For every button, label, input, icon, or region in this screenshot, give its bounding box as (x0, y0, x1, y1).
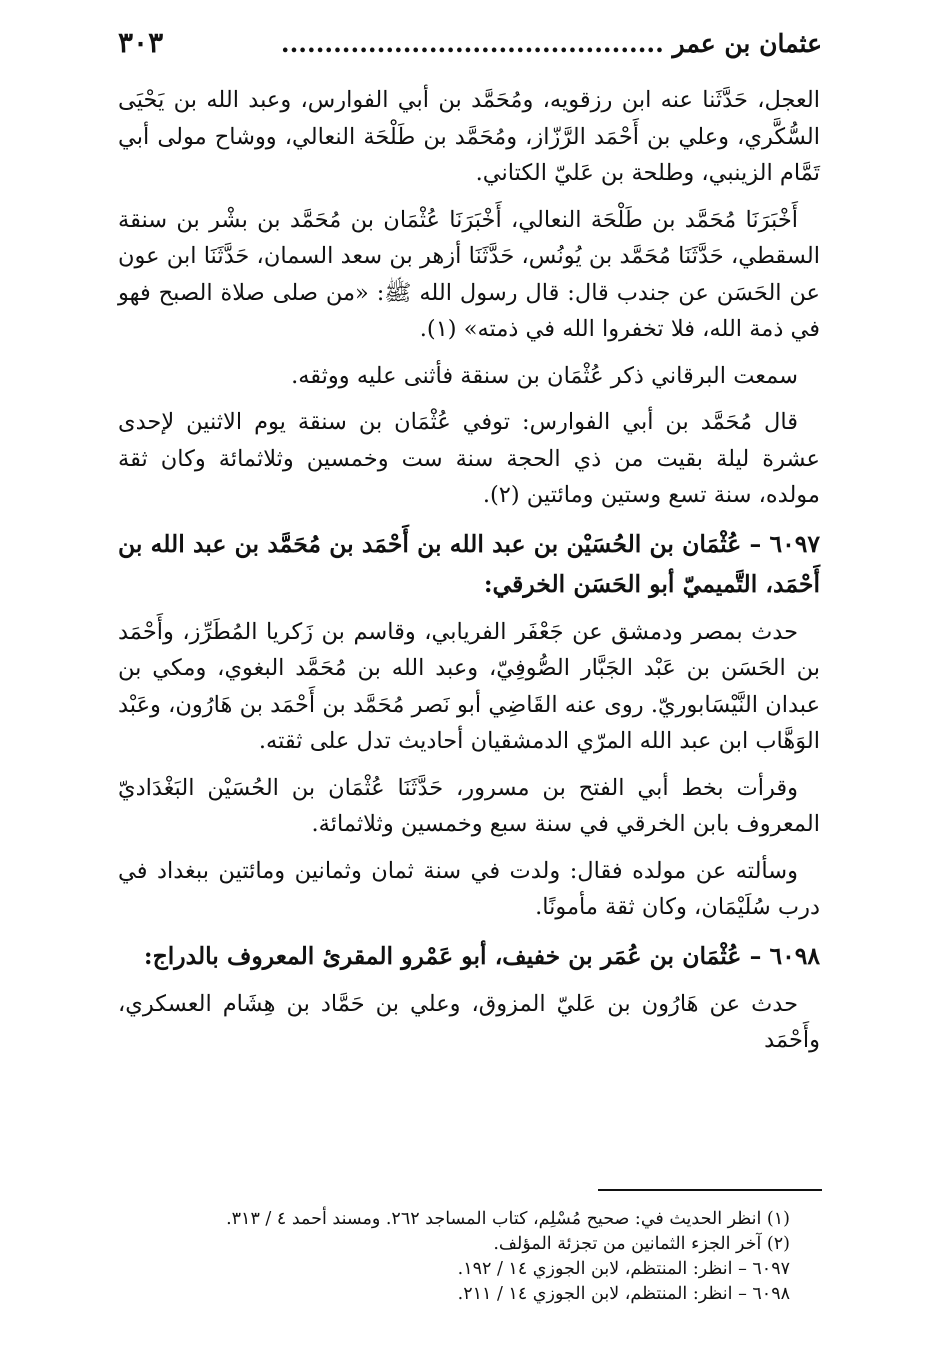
footnote-2: (٢) آخر الجزء الثمانين من تجزئة المؤلف. (493, 1234, 790, 1254)
footnotes (150, 1207, 790, 1307)
paragraph-narrated: حدث بمصر ودمشق عن جَعْفَر الفريابي، وقاسم بن زَكريا المُطَرِّز، وأَحْمَد بن الحَسَن بن عَبْد الجَبَّار الصُّوفِيّ، وعبد الله بن مُحَمَّد البغوي، ومكي بن عبدان النَّيْسَابوريّ. روى عنه القَاضِي أبو نَصر مُحَمَّد بن أَحْمَد بن هَارُون، وعَبْد الوَهَّاب ابن عبد الله المرّي الدمشقيان أحاديث تدل على ثقته. (118, 618, 820, 754)
entry-heading-6098: ٦٠٩٨ – عُثْمَان بن عُمَر بن خفيف، أبو عَمْرو المقرئ المعروف بالدراج: (143, 941, 820, 970)
main-text (118, 82, 820, 1069)
page-number: ٣٠٣ (118, 26, 164, 59)
footnote-6097: ٦٠٩٧ – انظر: المنتظم، لابن الجوزي ١٤ / ١٩٢. (457, 1259, 790, 1279)
running-header (118, 26, 822, 72)
running-header-title: عثمان بن عمر ............................................ (280, 29, 822, 58)
paragraph-birth: وسألته عن مولده فقال: ولدت في سنة ثمان وثمانين ومائتين ببغداد في درب سُلَيْمَان، وكان ثقة مأمونًا. (118, 857, 820, 920)
paragraph-death-date: قال مُحَمَّد بن أبي الفوارس: توفي عُثْمَان بن سنقة يوم الاثنين لإحدى عشرة ليلة بقيت من ذي الحجة سنة ست وخمسين وثلاثمائة وكان ثقة مولده، سنة تسع وستين ومائتين (٢). (118, 409, 820, 508)
footnote-1: (١) انظر الحديث في: صحيح مُسْلِم، كتاب المساجد ٢٦٢. ومسند أحمد ٤ / ٣١٣. (226, 1209, 790, 1229)
footnote-divider (598, 1189, 822, 1191)
paragraph-hadith: أَخْبَرَنَا مُحَمَّد بن طَلْحَة النعالي، أَخْبَرَنَا عُثْمَان بن مُحَمَّد بن بشْر بن سنقة السقطي، حَدَّثَنَا مُحَمَّد بن يُونُس، حَدَّثَنَا أزهر بن سعد السمان، حَدَّثَنَا ابن عون عن الحَسَن عن جندب قال: قال رسول الله ﷺ: «من صلى صلاة الصبح فهو في ذمة الله، فلا تخفروا الله في ذمته» (١). (118, 206, 820, 342)
entry-heading-6097: ٦٠٩٧ – عُثْمَان بن الحُسَيْن بن عبد الله بن أَحْمَد بن مُحَمَّد بن عبد الله بن أَحْمَد، التَّميميّ أبو الحَسَن الخرقي: (118, 529, 820, 598)
paragraph-continuation: العجل، حَدَّثَنا عنه ابن رزقويه، ومُحَمَّد بن أبي الفوارس، وعبد الله بن يَحْيَى السُّكَّري، وعلي بن أَحْمَد الرَّزّاز، ومُحَمَّد بن طَلْحَة النعالي، ووشاح مولى أبي تَمَّام الزينبي، وطلحة بن عَليّ الكتاني. (118, 87, 820, 186)
paragraph-barqani: سمعت البرقاني ذكر عُثْمَان بن سنقة فأثنى عليه ووثقه. (291, 362, 798, 389)
paragraph-masrur: وقرأت بخط أبي الفتح بن مسرور، حَدَّثَنَا عُثْمَان بن الحُسَيْن البَغْدَاديّ المعروف بابن الخرقي في سنة سبع وخمسين وثلاثمائة. (118, 774, 820, 837)
footnote-6098: ٦٠٩٨ – انظر: المنتظم، لابن الجوزي ١٤ / ٢١١. (457, 1284, 790, 1304)
paragraph-final: حدث عن هَارُون بن عَليّ المزوق، وعلي بن حَمَّاد بن هِشَام العسكري، وأَحْمَد (118, 990, 820, 1053)
